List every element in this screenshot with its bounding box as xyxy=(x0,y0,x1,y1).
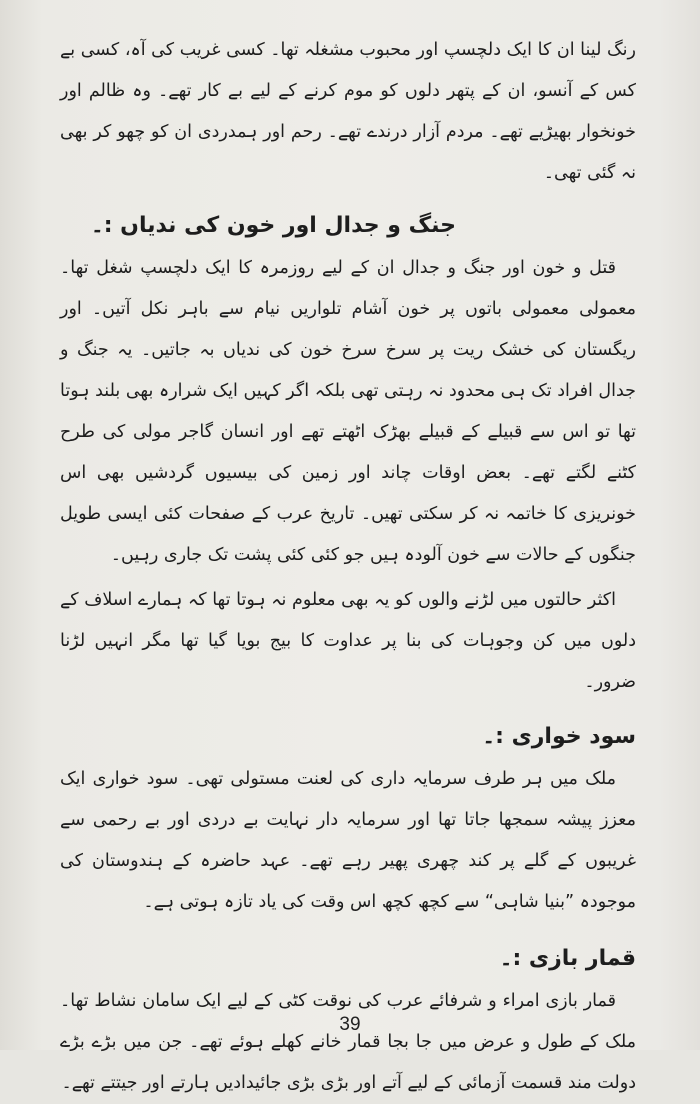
heading-gambling: قمار بازی :۔ xyxy=(499,946,636,971)
paragraph-war-2: اکثر حالتوں میں لڑنے والوں کو یہ بھی معلوم نہ ہوتا تھا کہ ہمارے اسلاف کے دلوں میں کن وجوہات کی بنا پر عداوت کا بیج بویا گیا تھا مگر انہیں لڑنا ضرور۔ xyxy=(60,590,636,692)
paragraph-intro: رنگ لینا ان کا ایک دلچسپ اور محبوب مشغلہ تھا۔ کسی غریب کی آہ، کسی بے کس کے آنسو، ان کے پتھر دلوں کو موم کرنے کے لیے بے کار تھے۔ وہ ظالم اور خونخوار بھیڑیے تھے۔ مردم آزار درندے تھے۔ رحم اور ہمدردی ان کو چھو کر بھی نہ گئی تھی۔ xyxy=(60,40,636,183)
page-number: 39 xyxy=(339,1014,361,1035)
page-content xyxy=(60,30,636,1104)
heading-war-and-bloodshed: جنگ و جدال اور خون کی ندیاں :۔ xyxy=(90,213,456,238)
paragraph-war-1: قتل و خون اور جنگ و جدال ان کے لیے روزمرہ کا ایک دلچسپ شغل تھا۔ معمولی معمولی باتوں پر خون آشام تلواریں نیام سے باہر نکل آتیں۔ اور ریگستان کی خشک ریت پر سرخ سرخ خون کی ندیاں بہ جاتیں۔ یہ جنگ و جدال افراد تک ہی محدود نہ رہتی تھی بلکہ اگر کہیں ایک شرارہ بھی بلند ہوتا تھا تو اس سے قبیلے کے قبیلے بھڑک اٹھتے تھے اور انسان گاجر مولی کی طرح کٹنے لگتے تھے۔ بعض اوقات چاند اور زمین کی بیسیوں گردشیں بھی اس خونریزی کا خاتمہ نہ کر سکتی تھیں۔ تاریخ عرب کے صفحات کئی ایسی طویل جنگوں کے حالات سے خون آلودہ ہیں جو کئی کئی پشت تک جاری رہیں۔ xyxy=(60,258,636,565)
heading-usury: سود خواری :۔ xyxy=(482,724,636,749)
paragraph-usury: ملک میں ہر طرف سرمایہ داری کی لعنت مستولی تھی۔ سود خواری ایک معزز پیشہ سمجھا جاتا تھا اور سرمایہ دار نہایت بے دردی اور بے رحمی سے غریبوں کے گلے پر کند چھری پھیر رہے تھے۔ عہد حاضرہ کے ہندوستان کی موجودہ ”بنیا شاہی“ سے کچھ کچھ اس وقت کی یاد تازہ ہوتی ہے۔ xyxy=(60,769,636,912)
paragraph-gambling: قمار بازی امراء و شرفائے عرب کی نوقت کٹی کے لیے ایک سامان نشاط تھا۔ ملک کے طول و عرض میں جا بجا قمار خانے کھلے ہوئے تھے۔ جن میں بڑے بڑے دولت مند قسمت آزمائی کے لیے آتے اور بڑی بڑی جائیدادیں ہارتے اور جیتتے تھے۔ xyxy=(60,991,636,1093)
